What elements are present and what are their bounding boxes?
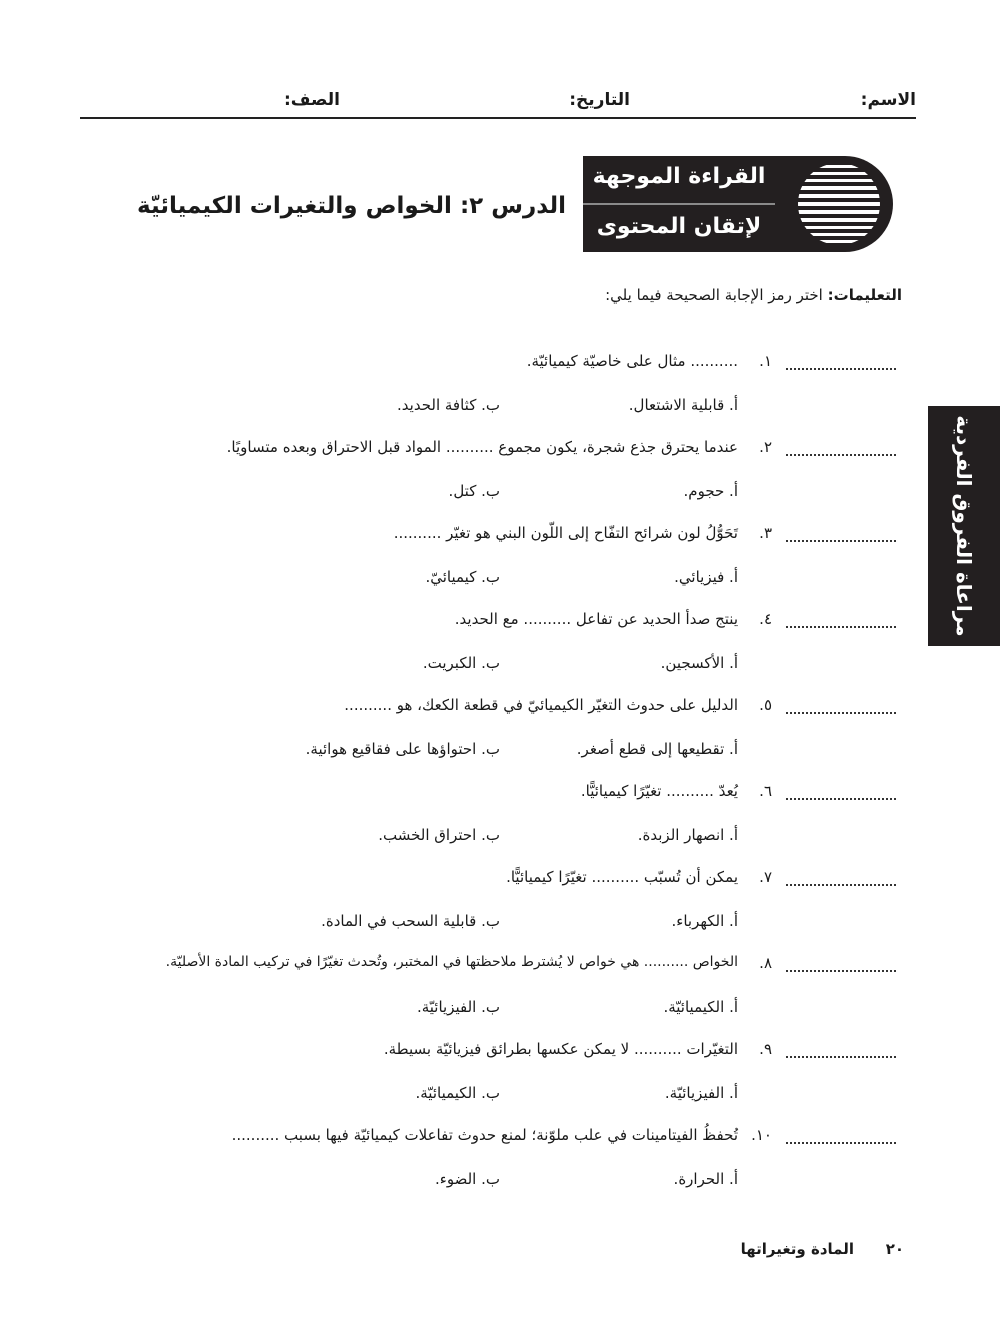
option-a[interactable]: أ. الأكسجين. <box>660 654 738 672</box>
banner-divider <box>583 203 775 205</box>
answer-blank[interactable] <box>786 626 896 628</box>
name-label: الاسم: <box>860 90 916 110</box>
question-text: الخواص .......... هي خواص لا يُشترط ملاحظتها في المختبر، وتُحدث تغيّرًا في تركيب المادة الأصليّة. <box>165 954 738 970</box>
option-a[interactable]: أ. فيزيائي. <box>674 568 738 586</box>
date-label: التاريخ: <box>569 90 630 110</box>
question-number: ٦. <box>759 782 772 800</box>
question-text: يمكن أن تُسبّب .......... تغيّرًا كيميائيًّا. <box>506 868 738 886</box>
option-b[interactable]: ب. الضوء. <box>435 1170 500 1188</box>
question-text: عندما يحترق جذع شجرة، يكون مجموع .......... المواد قبل الاحتراق وبعده متساويًا. <box>226 438 738 456</box>
question-text: ينتج صدأ الحديد عن تفاعل .......... مع الحديد. <box>454 610 738 628</box>
option-b[interactable]: ب. كثافة الحديد. <box>397 396 500 414</box>
option-b[interactable]: ب. احتراق الخشب. <box>378 826 500 844</box>
option-a[interactable]: أ. الكهرباء. <box>671 912 738 930</box>
question-number: ٨. <box>759 954 772 972</box>
answer-blank[interactable] <box>786 712 896 714</box>
answer-blank[interactable] <box>786 798 896 800</box>
option-b[interactable]: ب. الكيميائيّة. <box>415 1084 500 1102</box>
question-number: ٧. <box>759 868 772 886</box>
question-number: ٣. <box>759 524 772 542</box>
option-a[interactable]: أ. الفيزيائيّة. <box>664 1084 738 1102</box>
question-text: تَحَوُّلُ لون شرائح التفّاح إلى اللّون البني هو تغيّر .......... <box>393 524 738 542</box>
answer-blank[interactable] <box>786 454 896 456</box>
option-a[interactable]: أ. حجوم. <box>683 482 738 500</box>
option-a[interactable]: أ. الكيميائيّة. <box>663 998 738 1016</box>
option-b[interactable]: ب. قابلية السحب في المادة. <box>321 912 500 930</box>
question-number: ٩. <box>759 1040 772 1058</box>
answer-blank[interactable] <box>786 540 896 542</box>
question-number: ١. <box>759 352 772 370</box>
option-b[interactable]: ب. كتل. <box>448 482 500 500</box>
option-a[interactable]: أ. تقطيعها إلى قطع أصغر. <box>576 740 738 758</box>
question-text: .......... مثال على خاصيّة كيميائيّة. <box>526 352 738 370</box>
question-text: يُعدّ .......... تغيّرًا كيميائيًّا. <box>580 782 738 800</box>
header-rule <box>80 117 916 119</box>
instructions <box>605 286 902 304</box>
instructions-text: اختر رمز الإجابة الصحيحة فيما يلي: <box>605 286 823 304</box>
answer-blank[interactable] <box>786 970 896 972</box>
option-b[interactable]: ب. كيميائيّ. <box>425 568 500 586</box>
side-tab-label: مراعاة الفروق الفردية <box>952 415 976 637</box>
answer-blank[interactable] <box>786 1056 896 1058</box>
banner-line-1: القراءة الموجهة <box>592 164 766 189</box>
option-a[interactable]: أ. انصهار الزبدة. <box>637 826 738 844</box>
guided-reading-banner <box>583 156 895 252</box>
option-b[interactable]: ب. الفيزيائيّة. <box>416 998 500 1016</box>
option-a[interactable]: أ. الحرارة. <box>673 1170 738 1188</box>
answer-blank[interactable] <box>786 368 896 370</box>
question-text: تُحفظُ الفيتامينات في علب ملوّنة؛ لمنع حدوث تفاعلات كيميائيّة فيها بسبب .......... <box>231 1126 738 1144</box>
chapter-title: المادة وتغيراتها <box>740 1240 854 1258</box>
banner-line-2: لإتقان المحتوى <box>596 214 762 239</box>
question-number: ١٠. <box>751 1126 772 1144</box>
answer-blank[interactable] <box>786 1142 896 1144</box>
question-number: ٢. <box>759 438 772 456</box>
page-number: ٢٠ <box>885 1240 904 1258</box>
question-number: ٤. <box>759 610 772 628</box>
question-text: التغيّرات .......... لا يمكن عكسها بطرائق فيزيائيّة بسيطة. <box>383 1040 738 1058</box>
question-number: ٥. <box>759 696 772 714</box>
lesson-title: الدرس ٢: الخواص والتغيرات الكيميائيّة <box>137 193 566 219</box>
option-b[interactable]: ب. احتواؤها على فقاقيع هوائية. <box>305 740 500 758</box>
option-a[interactable]: أ. قابلية الاشتعال. <box>628 396 738 414</box>
option-b[interactable]: ب. الكبريت. <box>422 654 500 672</box>
question-text: الدليل على حدوث التغيّر الكيميائيّ في قطعة الكعك، هو .......... <box>344 696 738 714</box>
answer-blank[interactable] <box>786 884 896 886</box>
instructions-label: التعليمات: <box>827 286 902 304</box>
side-tab <box>928 406 1000 646</box>
class-label: الصف: <box>283 90 340 110</box>
